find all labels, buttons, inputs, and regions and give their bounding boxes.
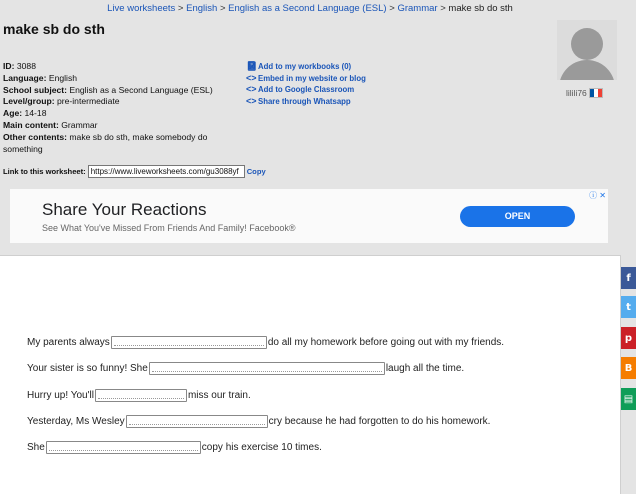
worksheet-link-label: Link to this worksheet:	[3, 167, 86, 176]
sentence-text: cry because he had forgotten to do his homework.	[268, 416, 491, 427]
sentence-text: Hurry up! You'll	[27, 390, 94, 401]
breadcrumb-grammar[interactable]: Grammar	[397, 3, 438, 14]
google-classroom-link[interactable]	[246, 84, 366, 96]
sentence-text: My parents always	[27, 337, 110, 348]
sentence-text: laugh all the time.	[385, 363, 465, 374]
add-notebook-icon: 📓︎	[246, 61, 258, 72]
embed-code-icon: <>	[246, 72, 257, 83]
breadcrumb	[0, 3, 620, 14]
main-content-value: Grammar	[61, 119, 98, 130]
breadcrumb-separator: >	[389, 3, 395, 14]
age-label: Age:	[3, 108, 23, 119]
breadcrumb-current: make sb do sth	[448, 3, 513, 14]
breadcrumb-live-worksheets[interactable]: Live worksheets	[107, 3, 176, 14]
google-classroom-share-icon[interactable]: ▤	[621, 388, 636, 410]
sentence-row	[27, 415, 490, 428]
breadcrumb-separator: >	[177, 3, 184, 14]
sentence-row	[27, 389, 251, 402]
subject-label: School subject:	[3, 84, 67, 95]
twitter-share-icon[interactable]: t	[621, 296, 636, 318]
subject-value: English as a Second Language (ESL)	[69, 84, 213, 95]
language-value: English	[48, 72, 78, 83]
author	[566, 88, 603, 98]
language-label: Language:	[3, 72, 47, 83]
pinterest-share-icon[interactable]: p	[621, 327, 636, 349]
worksheet-sheet	[0, 255, 621, 494]
breadcrumb-english[interactable]: English	[186, 3, 218, 14]
share-icon: <>	[246, 96, 257, 107]
sentence-row	[27, 336, 504, 349]
id-label: ID:	[3, 61, 15, 71]
ad-open-button[interactable]: OPEN	[460, 206, 575, 227]
france-flag-icon	[589, 88, 603, 98]
answer-blank[interactable]	[46, 441, 201, 454]
ad-title[interactable]: Share Your Reactions	[42, 200, 207, 219]
level-value: pre-intermediate	[56, 96, 120, 107]
add-to-workbooks-label: Add to my workbooks (0)	[258, 62, 352, 71]
embed-link[interactable]	[246, 73, 366, 85]
breadcrumb-separator: >	[440, 3, 446, 14]
add-to-workbooks-link[interactable]	[246, 61, 366, 73]
google-classroom-label: Add to Google Classroom	[258, 85, 355, 95]
sentence-row	[27, 441, 322, 454]
breadcrumb-esl[interactable]: English as a Second Language (ESL)	[228, 3, 387, 14]
blogger-share-icon[interactable]: B	[621, 357, 636, 379]
id-value: 3088	[16, 61, 36, 71]
breadcrumb-separator: >	[219, 3, 226, 14]
author-username[interactable]: lilili76	[566, 88, 587, 98]
whatsapp-share-link[interactable]	[246, 96, 366, 108]
classroom-icon: <>	[246, 84, 257, 95]
whatsapp-share-label: Share through Whatsapp	[258, 96, 351, 106]
advertisement[interactable]	[10, 189, 608, 243]
answer-blank[interactable]	[126, 415, 268, 428]
avatar-body	[559, 60, 615, 80]
other-contents-value: make sb do sth, make somebody do something	[3, 131, 208, 154]
level-label: Level/group:	[3, 96, 55, 107]
avatar[interactable]	[557, 20, 617, 80]
answer-blank[interactable]	[111, 336, 267, 349]
worksheet-actions	[246, 61, 366, 107]
other-contents-label: Other contents:	[3, 131, 67, 142]
sentence-text: miss our train.	[187, 390, 251, 401]
page-title: make sb do sth	[3, 21, 105, 37]
main-content-label: Main content:	[3, 119, 59, 130]
worksheet-link-row	[3, 165, 266, 178]
answer-blank[interactable]	[95, 389, 187, 402]
copy-link-button[interactable]: Copy	[246, 167, 266, 176]
embed-label: Embed in my website or blog	[258, 73, 366, 83]
sentence-row	[27, 362, 464, 375]
sentence-text: She	[27, 442, 45, 453]
sentence-text: Your sister is so funny! She	[27, 363, 148, 374]
sentence-text: Yesterday, Ms Wesley	[27, 416, 125, 427]
facebook-share-icon[interactable]: f	[621, 267, 636, 289]
answer-blank[interactable]	[149, 362, 385, 375]
sentence-text: copy his exercise 10 times.	[201, 442, 322, 453]
worksheet-info	[3, 61, 233, 155]
ad-subtitle: See What You've Missed From Friends And Family! Facebook®	[42, 223, 296, 233]
worksheet-link-input[interactable]	[88, 165, 245, 178]
ad-close-icon[interactable]: ⓘ ✕	[589, 191, 606, 200]
age-value: 14-18	[24, 108, 47, 119]
avatar-head	[571, 28, 603, 60]
sentence-text: do all my homework before going out with my friends.	[267, 337, 505, 348]
